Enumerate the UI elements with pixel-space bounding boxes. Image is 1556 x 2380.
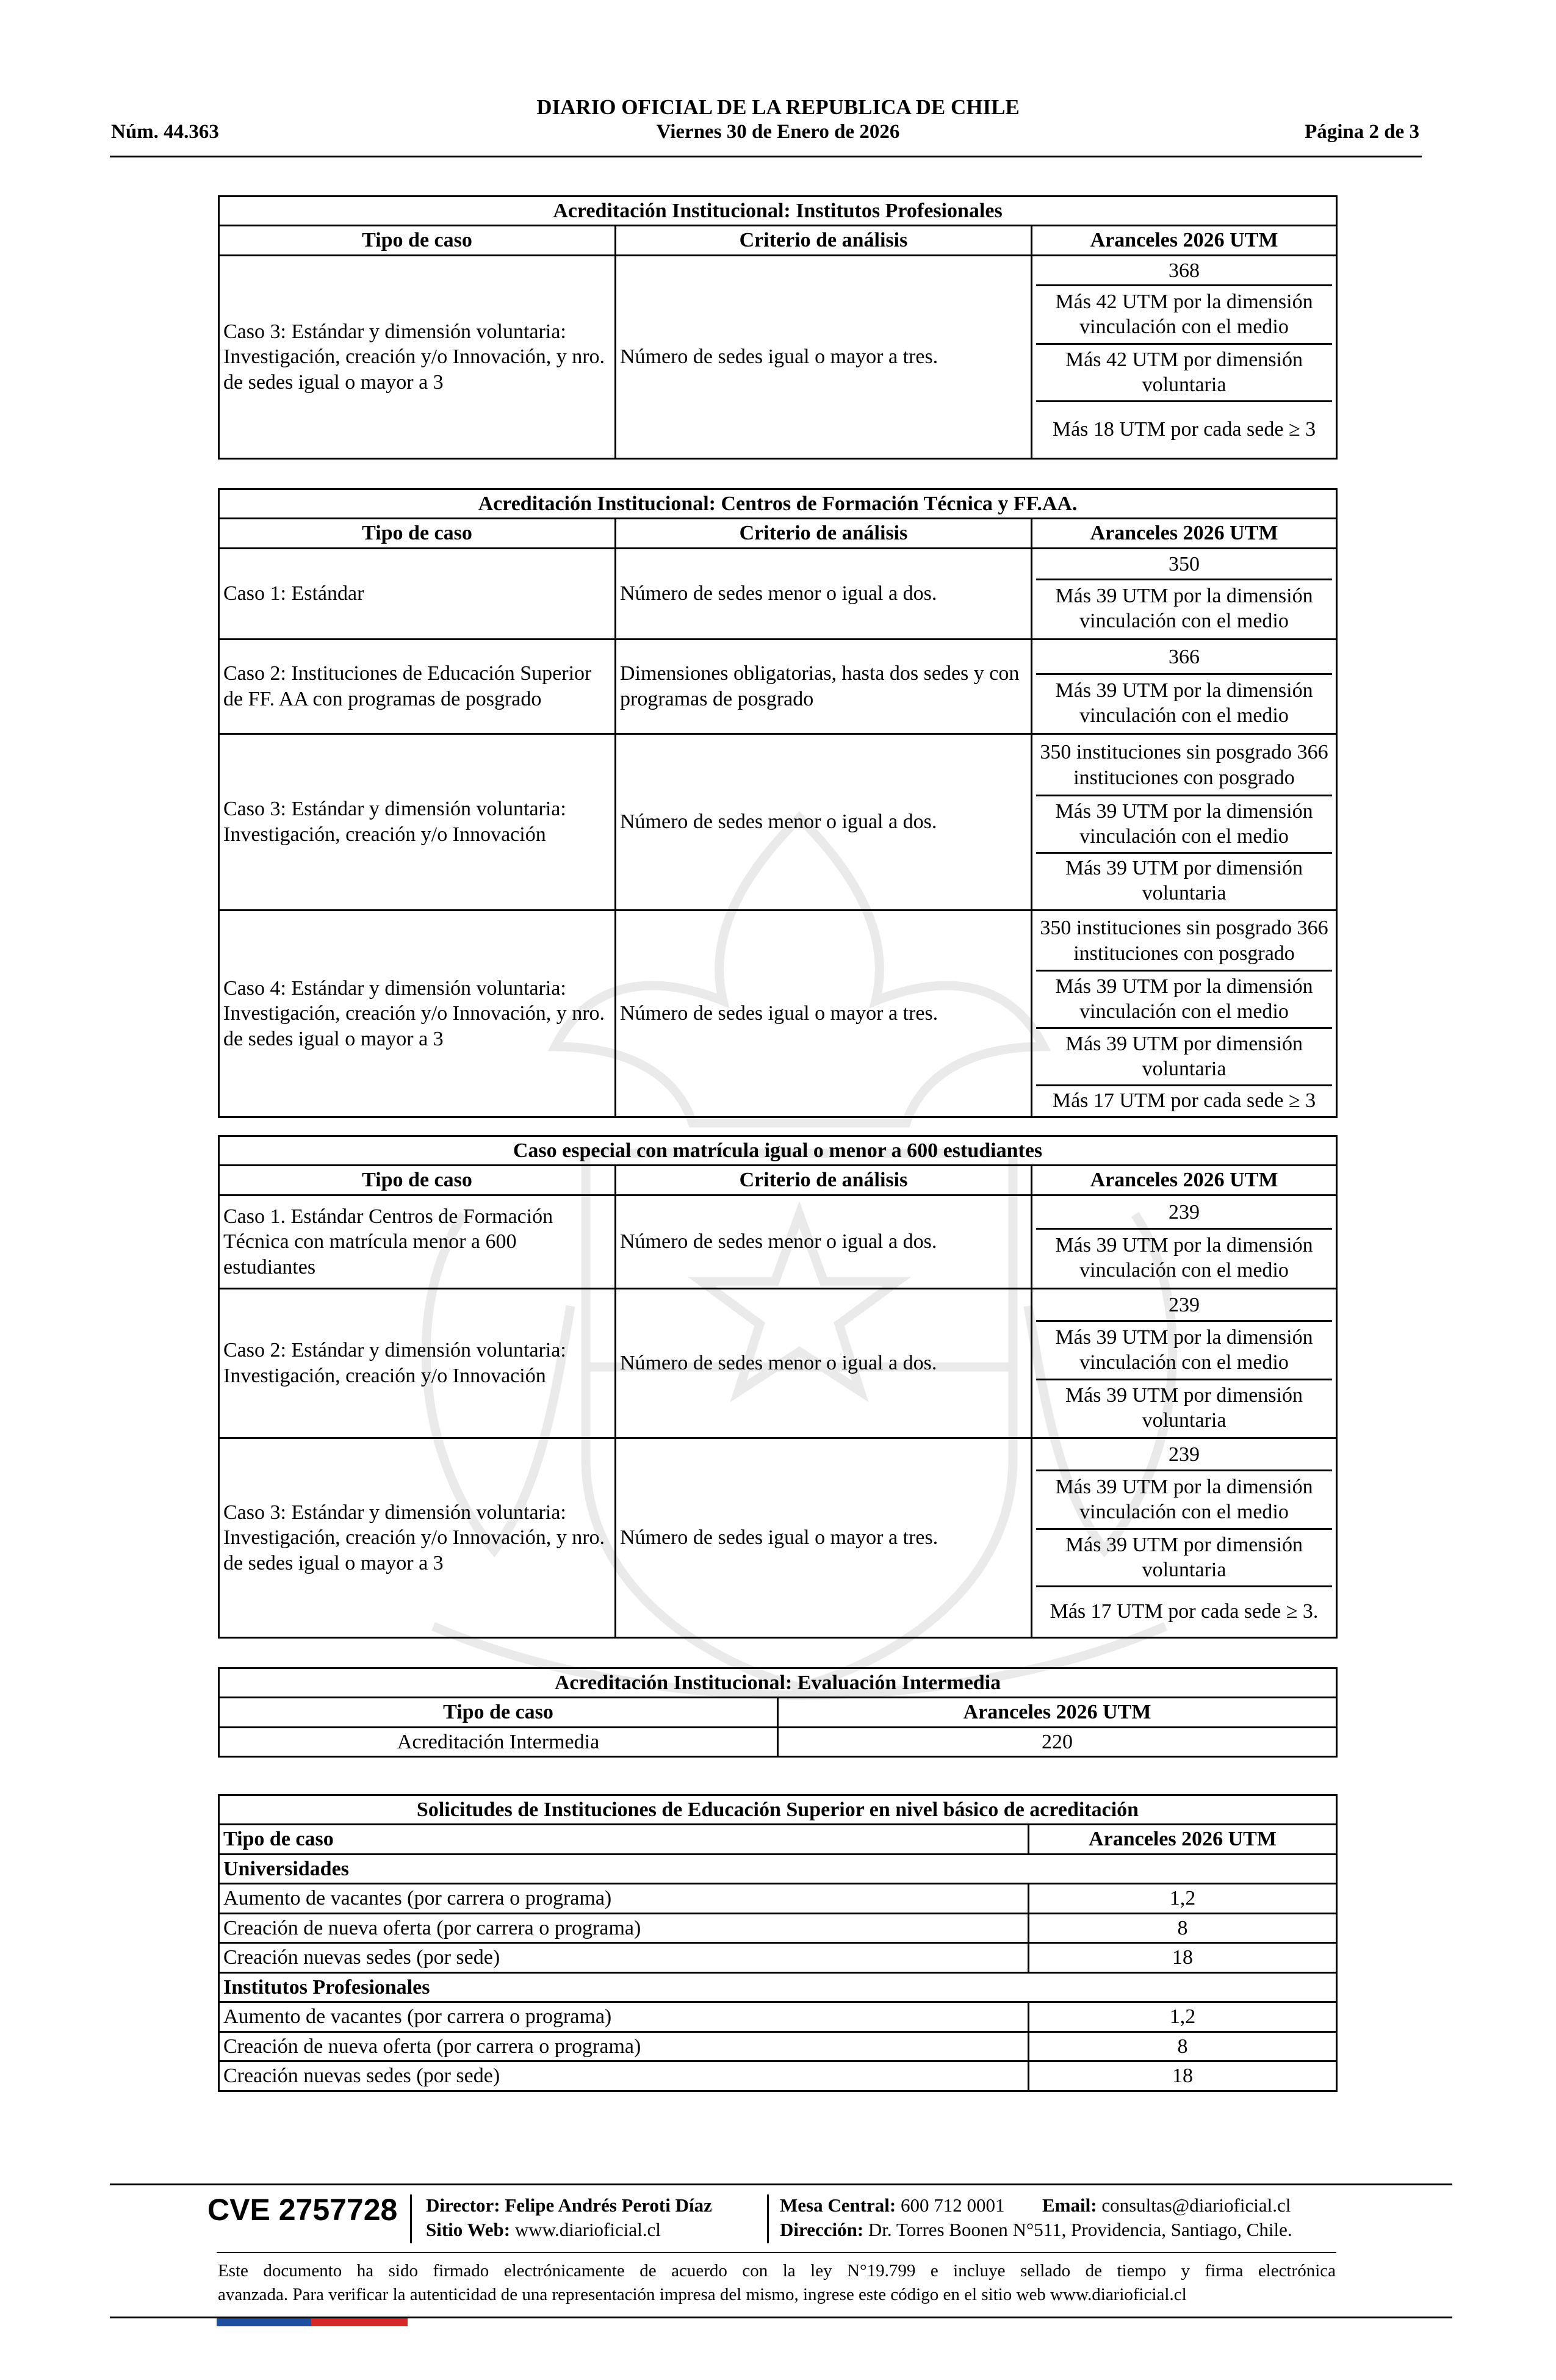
flag-band-blue	[217, 2318, 311, 2326]
cell-value: 8	[1029, 1913, 1337, 1942]
cell-tipo: Caso 2: Estándar y dimensión voluntaria: Investigación, creación y/o Innovación	[219, 1288, 616, 1438]
table-row	[219, 1288, 1337, 1438]
cell-aranceles	[1032, 548, 1337, 639]
header-criterio: Criterio de análisis	[616, 226, 1032, 255]
table-row	[219, 1438, 1337, 1637]
newspaper-title: DIARIO OFICIAL DE LA REPUBLICA DE CHILE	[536, 95, 1020, 119]
header-aranceles: Aranceles 2026 UTM	[1032, 519, 1337, 548]
header-aranceles: Aranceles 2026 UTM	[1029, 1825, 1337, 1854]
table-row	[219, 1727, 1337, 1756]
email-link[interactable]: consultas@diarioficial.cl	[1101, 2194, 1291, 2216]
table-title: Acreditación Institucional: Evaluación Intermedia	[219, 1668, 1337, 1698]
mesa-label: Mesa Central:	[780, 2194, 896, 2216]
issue-number: Núm. 44.363	[111, 121, 219, 143]
table-row	[219, 1913, 1337, 1942]
address-text: Dr. Torres Boonen N°511, Providencia, Santiago, Chile.	[868, 2219, 1292, 2240]
cell-label: Aumento de vacantes (por carrera o programa)	[219, 1884, 1029, 1913]
header-tipo-de-caso: Tipo de caso	[219, 519, 616, 548]
legal-notice-line1: Este documento ha sido firmado electrónicamente de acuerdo con la ley N°19.799 e incluye sellado de tiempo y firma electrónica	[218, 2261, 1336, 2281]
table-evaluacion-intermedia	[218, 1667, 1338, 1758]
footer-address	[780, 2219, 1292, 2241]
group-universidades: Universidades	[219, 1854, 1337, 1883]
email-label: Email:	[1042, 2194, 1097, 2216]
footer-divider	[767, 2194, 769, 2243]
cell-label: Creación de nueva oferta (por carrera o programa)	[219, 2032, 1029, 2061]
cell-criterio: Número de sedes igual o mayor a tres.	[616, 910, 1032, 1117]
footer-email	[1042, 2194, 1291, 2216]
header-tipo-de-caso: Tipo de caso	[219, 1166, 616, 1195]
arancel-base: 366	[1169, 646, 1200, 669]
cell-aranceles	[1032, 639, 1337, 734]
page-number: Página 2 de 3	[1305, 121, 1419, 143]
header-aranceles: Aranceles 2026 UTM	[1032, 1166, 1337, 1195]
cell-value: 1,2	[1029, 1884, 1337, 1913]
arancel-base: 350 instituciones sin posgrado 366 instituciones con posgrado	[1040, 917, 1328, 965]
cell-tipo: Caso 3: Estándar y dimensión voluntaria: Investigación, creación y/o Innovación, y nro. de sedes igual o mayor a 3	[219, 1438, 616, 1637]
arancel-line: Más 39 UTM por dimensión voluntaria	[1036, 1379, 1332, 1436]
table-title: Solicitudes de Instituciones de Educación Superior en nivel básico de acreditación	[219, 1795, 1337, 1825]
cell-criterio: Número de sedes igual o mayor a tres.	[616, 1438, 1032, 1637]
table-title: Caso especial con matrícula igual o menor a 600 estudiantes	[219, 1136, 1337, 1166]
arancel-line: Más 39 UTM por dimensión voluntaria	[1036, 1027, 1332, 1084]
header-criterio: Criterio de análisis	[616, 519, 1032, 548]
cell-criterio: Número de sedes menor o igual a dos.	[616, 548, 1032, 639]
director-label: Director:	[426, 2194, 500, 2216]
footer-website	[426, 2219, 661, 2241]
table-row	[219, 734, 1337, 910]
flag-band-red	[311, 2318, 408, 2326]
table-row	[219, 1943, 1337, 1972]
cell-aranceles	[1032, 1288, 1337, 1438]
cell-aranceles	[1032, 734, 1337, 910]
cell-tipo: Caso 1: Estándar	[219, 548, 616, 639]
cell-aranceles	[1032, 1195, 1337, 1288]
issue-date: Viernes 30 de Enero de 2026	[656, 121, 900, 143]
table-nivel-basico	[218, 1794, 1338, 2092]
footer-rule	[110, 2183, 1452, 2185]
table-title: Acreditación Institucional: Centros de Formación Técnica y FF.AA.	[219, 489, 1337, 519]
footer-director	[426, 2194, 712, 2216]
arancel-line: Más 39 UTM por dimensión voluntaria	[1036, 1528, 1332, 1585]
arancel-line: Más 18 UTM por cada sede ≥ 3	[1036, 400, 1332, 456]
table-row	[219, 548, 1337, 639]
cell-criterio: Número de sedes menor o igual a dos.	[616, 734, 1032, 910]
header-tipo-de-caso: Tipo de caso	[219, 1825, 1029, 1854]
group-institutos-profesionales: Institutos Profesionales	[219, 1972, 1337, 2002]
cell-criterio: Número de sedes menor o igual a dos.	[616, 1288, 1032, 1438]
arancel-line: Más 39 UTM por la dimensión vinculación con el medio	[1036, 795, 1332, 852]
arancel-base: 239	[1169, 1294, 1200, 1317]
table-row	[219, 2002, 1337, 2032]
cell-aranceles	[1032, 255, 1337, 458]
header-aranceles: Aranceles 2026 UTM	[778, 1698, 1337, 1727]
arancel-base: 239	[1169, 1443, 1200, 1466]
legal-notice-line2: avanzada. Para verificar la autenticidad de una representación impresa del mismo, ingrese este código en el sitio web www.diarioficial.cl	[218, 2285, 1187, 2304]
arancel-line: Más 39 UTM por la dimensión vinculación con el medio	[1036, 673, 1332, 732]
table-caso-especial	[218, 1135, 1338, 1639]
arancel-line: Más 39 UTM por la dimensión vinculación con el medio	[1036, 1320, 1332, 1379]
header-criterio: Criterio de análisis	[616, 1166, 1032, 1195]
cell-label: Creación de nueva oferta (por carrera o programa)	[219, 1913, 1029, 1942]
cell-value: 1,2	[1029, 2002, 1337, 2032]
cell-value: 8	[1029, 2032, 1337, 2061]
cell-criterio: Número de sedes igual o mayor a tres.	[616, 255, 1032, 458]
header-aranceles: Aranceles 2026 UTM	[1032, 226, 1337, 255]
cell-tipo: Caso 1. Estándar Centros de Formación Técnica con matrícula menor a 600 estudiantes	[219, 1195, 616, 1288]
table-centros-formacion-tecnica	[218, 488, 1338, 1118]
table-institutos-profesionales	[218, 195, 1338, 460]
arancel-base: 350	[1169, 553, 1200, 576]
arancel-line: Más 39 UTM por la dimensión vinculación con el medio	[1036, 970, 1332, 1027]
cell-aranceles	[1032, 910, 1337, 1117]
arancel-base: 368	[1169, 259, 1200, 283]
web-label: Sitio Web:	[426, 2219, 511, 2240]
arancel-line: Más 39 UTM por la dimensión vinculación con el medio	[1036, 579, 1332, 637]
cell-label: Creación nuevas sedes (por sede)	[219, 1943, 1029, 1972]
table-row	[219, 910, 1337, 1117]
header-rule	[110, 156, 1422, 157]
mesa-phone: 600 712 0001	[901, 2194, 1005, 2216]
cell-arancel: 220	[778, 1727, 1337, 1756]
director-name: Felipe Andrés Peroti Díaz	[505, 2194, 712, 2216]
arancel-base: 239	[1169, 1201, 1200, 1224]
arancel-line: Más 17 UTM por cada sede ≥ 3	[1036, 1084, 1332, 1115]
cell-label: Creación nuevas sedes (por sede)	[219, 2061, 1029, 2091]
arancel-line: Más 39 UTM por la dimensión vinculación con el medio	[1036, 1469, 1332, 1528]
cve-code: CVE 2757728	[207, 2193, 398, 2227]
header-tipo-de-caso: Tipo de caso	[219, 226, 616, 255]
arancel-line: Más 39 UTM por dimensión voluntaria	[1036, 852, 1332, 908]
footer-mesa-central	[780, 2194, 1005, 2216]
cell-tipo: Caso 4: Estándar y dimensión voluntaria: Investigación, creación y/o Innovación, y nro. de sedes igual o mayor a 3	[219, 910, 616, 1117]
cell-tipo: Caso 3: Estándar y dimensión voluntaria: Investigación, creación y/o Innovación, y nro. de sedes igual o mayor a 3	[219, 255, 616, 458]
table-row	[219, 639, 1337, 734]
cell-tipo: Caso 3: Estándar y dimensión voluntaria: Investigación, creación y/o Innovación	[219, 734, 616, 910]
website-link[interactable]: www.diarioficial.cl	[514, 2219, 661, 2240]
table-title: Acreditación Institucional: Institutos Profesionales	[219, 197, 1337, 226]
header-tipo-de-caso: Tipo de caso	[219, 1698, 778, 1727]
cell-value: 18	[1029, 1943, 1337, 1972]
cell-label: Aumento de vacantes (por carrera o programa)	[219, 2002, 1029, 2032]
cell-tipo: Caso 2: Instituciones de Educación Superior de FF. AA con programas de posgrado	[219, 639, 616, 734]
table-row	[219, 2032, 1337, 2061]
address-label: Dirección:	[780, 2219, 864, 2240]
cell-criterio: Número de sedes menor o igual a dos.	[616, 1195, 1032, 1288]
footer-thin-rule	[217, 2252, 1336, 2253]
table-row	[219, 2061, 1337, 2091]
arancel-line: Más 42 UTM por dimensión voluntaria	[1036, 343, 1332, 400]
arancel-line: Más 39 UTM por la dimensión vinculación con el medio	[1036, 1228, 1332, 1286]
arancel-base: 350 instituciones sin posgrado 366 instituciones con posgrado	[1040, 741, 1328, 789]
table-row	[219, 1884, 1337, 1913]
cell-criterio: Dimensiones obligatorias, hasta dos sedes y con programas de posgrado	[616, 639, 1032, 734]
footer-divider	[410, 2194, 412, 2243]
cell-value: 18	[1029, 2061, 1337, 2091]
cell-aranceles	[1032, 1438, 1337, 1637]
cell-tipo: Acreditación Intermedia	[219, 1727, 778, 1756]
arancel-line: Más 17 UTM por cada sede ≥ 3.	[1036, 1585, 1332, 1635]
arancel-line: Más 42 UTM por la dimensión vinculación con el medio	[1036, 284, 1332, 343]
table-row	[219, 1195, 1337, 1288]
